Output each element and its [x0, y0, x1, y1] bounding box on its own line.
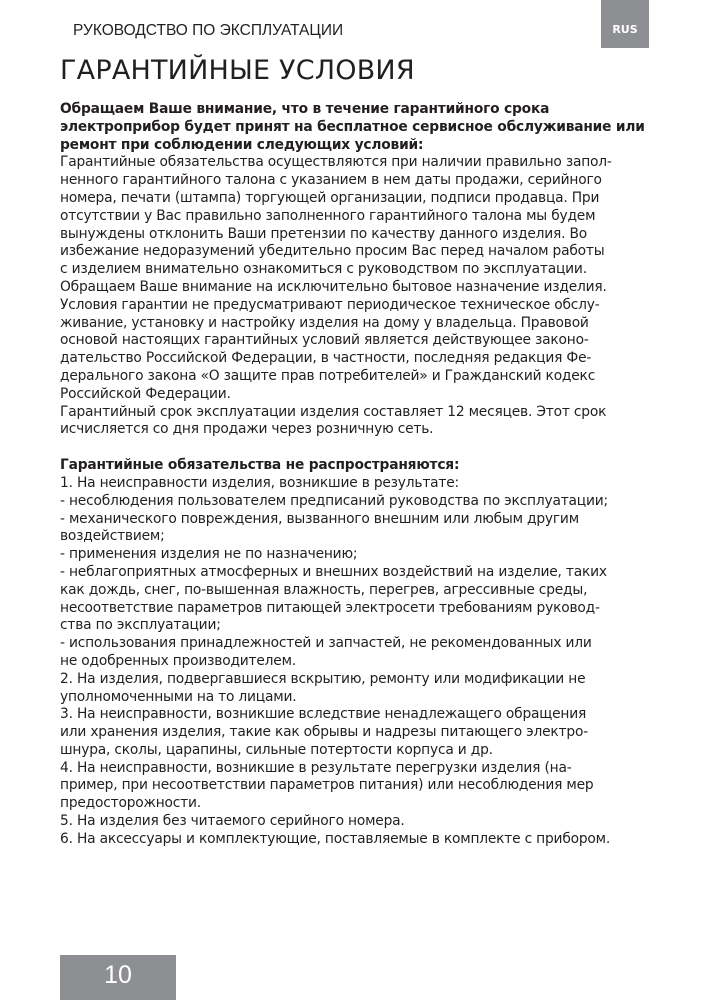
- text-line: не одобренных производителем.: [60, 652, 296, 669]
- exclusions-list: [60, 475, 660, 849]
- text-line: 4. На неисправности, возникшие в результате перегрузки изделия (на-: [60, 759, 572, 776]
- text-line: уполномоченными на то лицами.: [60, 688, 297, 705]
- intro-heading: Обращаем Ваше внимание, что в течение гарантийного срока электроприбор будет принят на бесплатное сервисное обслуживание или ремонт при соблюдении следующих условий:: [60, 101, 645, 153]
- text-line: как дождь, снег, по-вышенная влажность, перегрев, агрессивные среды,: [60, 581, 588, 598]
- text-line: шнура, сколы, царапины, сильные потертости корпуса и др.: [60, 741, 493, 758]
- language-tab: RUS: [601, 0, 649, 48]
- text-line: отсутствии у Вас правильно заполненного гарантийного талона мы будем: [60, 207, 596, 224]
- text-line: ства по эксплуатации;: [60, 617, 221, 634]
- page-number: 10: [60, 955, 176, 1000]
- text-line: Гарантийный срок эксплуатации изделия составляет 12 месяцев. Этот срок: [60, 403, 607, 420]
- text-line: Обращаем Ваше внимание на исключительно бытовое назначение изделия.: [60, 278, 607, 295]
- text-line: - механического повреждения, вызванного внешним или любым другим: [60, 510, 579, 527]
- text-line: - использования принадлежностей и запчастей, не рекомендованных или: [60, 635, 592, 652]
- text-line: вынуждены отклонить Ваши претензии по качеству данного изделия. Во: [60, 225, 587, 242]
- text-line: 1. На неисправности изделия, возникшие в результате:: [60, 474, 459, 491]
- text-line: 6. На аксессуары и комплектующие, поставляемые в комплекте с прибором.: [60, 830, 611, 847]
- text-line: 5. На изделия без читаемого серийного номера.: [60, 813, 405, 830]
- text-line: - применения изделия не по назначению;: [60, 546, 358, 563]
- text-line: Гарантийные обязательства осуществляются при наличии правильно запол-: [60, 154, 612, 171]
- text-line: 2. На изделия, подвергавшиеся вскрытию, ремонту или модификации не: [60, 670, 586, 687]
- manual-title: РУКОВОДСТВО ПО ЭКСПЛУАТАЦИИ: [73, 22, 344, 39]
- text-line: дательство Российской Федерации, в частности, последняя редакция Фе-: [60, 350, 592, 367]
- text-line: пример, при несоответствии параметров питания) или несоблюдения мер: [60, 777, 594, 794]
- text-line: основой настоящих гарантийных условий является действующее законо-: [60, 332, 589, 349]
- text-line: дерального закона «О защите прав потребителей» и Гражданский кодекс: [60, 367, 596, 384]
- text-line: или хранения изделия, такие как обрывы и надрезы питающего электро-: [60, 724, 588, 741]
- text-line: воздействием;: [60, 528, 165, 545]
- text-line: - неблагоприятных атмосферных и внешних воздействий на изделие, таких: [60, 563, 607, 580]
- intro-body: [60, 154, 660, 439]
- text-line: Условия гарантии не предусматривают периодическое техническое обслу-: [60, 296, 600, 313]
- text-line: - несоблюдения пользователем предписаний руководства по эксплуатации;: [60, 492, 608, 509]
- section-spacer: [60, 439, 660, 457]
- text-line: живание, установку и настройку изделия на дому у владельца. Правовой: [60, 314, 589, 331]
- page-title: ГАРАНТИЙНЫЕ УСЛОВИЯ: [60, 55, 415, 86]
- text-line: 3. На неисправности, возникшие вследствие ненадлежащего обращения: [60, 706, 587, 723]
- text-line: предосторожности.: [60, 795, 201, 812]
- text-line: несоответствие параметров питающей электросети требованиям руковод-: [60, 599, 600, 616]
- text-line: ненного гарантийного талона с указанием в нем даты продажи, серийного: [60, 172, 602, 189]
- text-line: Российской Федерации.: [60, 385, 231, 402]
- text-line: номера, печати (штампа) торгующей организации, подписи продавца. При: [60, 189, 600, 206]
- exclusions-heading: Гарантийные обязательства не распространяются:: [60, 457, 460, 474]
- warranty-text: [60, 101, 660, 849]
- text-line: с изделием внимательно ознакомиться с руководством по эксплуатации.: [60, 261, 587, 278]
- text-line: избежание недоразумений убедительно просим Вас перед началом работы: [60, 243, 605, 260]
- text-line: исчисляется со дня продажи через розничную сеть.: [60, 421, 434, 438]
